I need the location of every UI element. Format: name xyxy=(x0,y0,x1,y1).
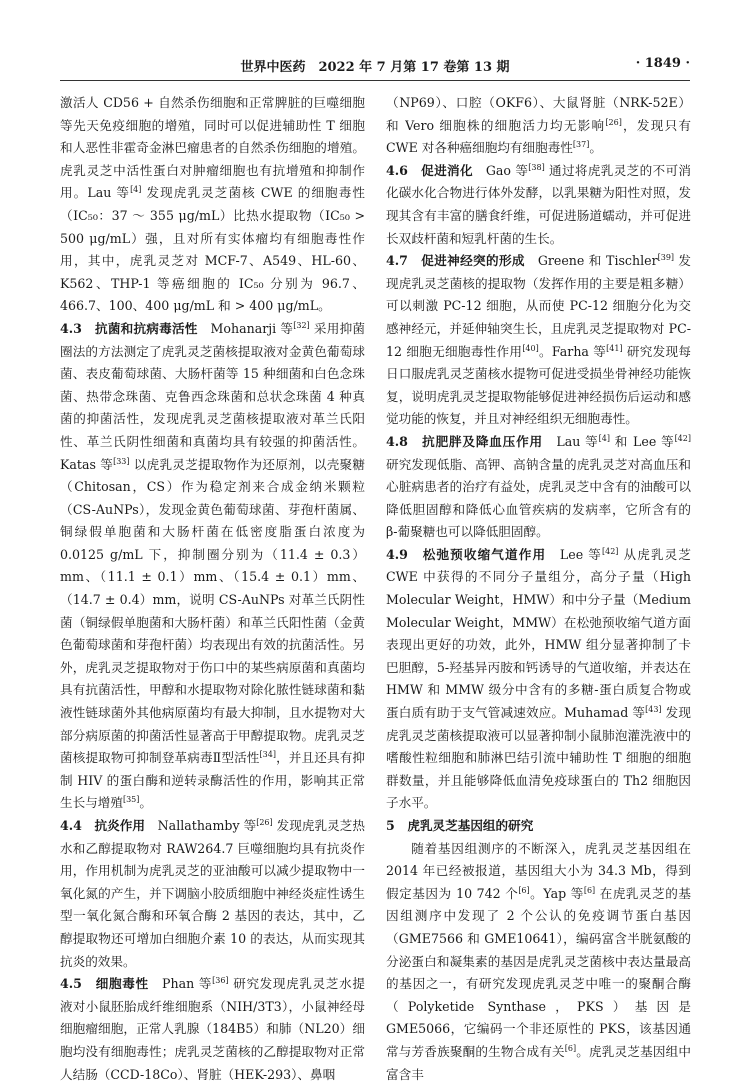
section-heading: 4.6 促进消化 xyxy=(386,162,473,178)
section-4-3: 4.3 抗菌和抗病毒活性 Mohanarji 等[32] 采用抑菌圈法的方法测定了虎乳灵芝菌核提取液对金黄色葡萄球菌、表皮葡萄球菌、大肠杆菌等 15 种细菌和白色念珠菌、热带念珠菌、克鲁西念珠菌和总状念珠菌 4 种真菌的抑菌活性，发现虎乳灵芝菌核提取液对革兰氏阳性、革兰氏阴性细菌和真菌均具有较强的抑菌活性。Katas 等[33] 以虎乳灵芝提取物作为还原剂，以壳聚糖（Chitosan，CS）作为稳定剂来合成金纳米颗粒（CS-AuNPs），发现金黄色葡萄球菌、芽孢杆菌属、铜绿假单胞菌和大肠杆菌在低密度脂蛋白浓度为 0.0125 g/mL 下，抑制圈分别为（11.4 ± 0.3）mm、（11.1 ± 0.1）mm、（15.4 ± 0.1）mm、（14.7 ± 0.4）mm，说明 CS-AuNPs 对革兰氏阴性菌（铜绿假单胞菌和大肠杆菌）和革兰氏阳性菌（金黄色葡萄球菌和芽孢杆菌）均表现出有效的抗菌活性。另外，虎乳灵芝提取物对于伤口中的某些病原菌和真菌均具有抗菌活性，甲醇和水提取物对除化脓性链球菌和黏液性链球菌外其他病原菌均有最大抑制，且水提物对大部分病原菌的抑菌活性显著高于甲醇提取物。虎乳灵芝菌核提取物可抑制登革病毒Ⅱ型活性[34]，并且还具有抑制 HIV 的蛋白酶和逆转录酶活性的作用，影响其正常生长与增殖[35]。 xyxy=(60,320,366,811)
section-heading: 4.8 抗肥胖及降血压作用 xyxy=(386,433,543,449)
paragraph: （NP69）、口腔（OKF6）、大鼠肾脏（NRK-52E）和 Vero 细胞株的细胞活力均无影响[26]，发现只有 CWE 对各种癌细胞均有细胞毒性[37]。 xyxy=(386,95,692,156)
section-4-8: 4.8 抗肥胖及降血压作用 Lau 等[4] 和 Lee 等[42] 研究发现低脂、高钾、高钠含量的虎乳灵芝对高血压和心脏病患者的治疗有益处，虎乳灵芝中含有的油酸可以降低胆固醇和降低心血管疾病的发病率，它所含有的 β-葡聚糖也可以降低胆固醇。 xyxy=(386,433,691,540)
page-number: · 1849 · xyxy=(635,56,690,71)
section-heading: 4.3 抗菌和抗病毒活性 xyxy=(60,320,198,336)
section-4-6: 4.6 促进消化 Gao 等[38] 通过将虎乳灵芝的不可消化碳水化合物进行体外发酵，以乳果糖为阳性对照，发现其含有丰富的膳食纤维，可促进肠道蠕动，并可促进长双歧杆菌和短乳杆菌的生长。 xyxy=(386,162,691,246)
section-4-9: 4.9 松弛预收缩气道作用 Lee 等[42] 从虎乳灵芝 CWE 中获得的不同分子量组分，高分子量（High Molecular Weight，HMW）和中分子量（Medium Molecular Weight，MMW）在松弛预收缩气道方面表现出更好的功效，此外，HMW 组分显著抑制了卡巴胆醇，5-羟基异丙胺和钙诱导的气道收缩，并表达在 HMW 和 MMW 级分中含有的多糖-蛋白质复合物或蛋白质有助于支气管减速效应。Muhamad 等[43] 发现虎乳灵芝菌核提取液可以显著抑制小鼠肺泡灌洗液中的嗜酸性粒细胞和肺淋巴结引流中辅助性 T 细胞的细胞群数量，并且能够降低血清免疫球蛋白的 Th2 细胞因子水平。 xyxy=(386,546,691,811)
section-5-body: 随着基因组测序的不断深入，虎乳灵芝基因组在 2014 年已经被报道，基因组大小为 34.3 Mb，得到假定基因为 10 742 个[6]。Yap 等[6] 在虎乳灵芝的基因组测序中发现了 2 个公认的免疫调节蛋白基因（GME7566 和 GME10641），编码富含半胱氨酸的分泌蛋白和凝集素的基因是虎乳灵芝菌核中表达量最高的基因之一，有研究发现虎乳灵芝中唯一的聚酮合酶（Polyketide Synthase，PKS）基因是 GME5066，它编码一个非还原性的 PKS，该基因通常与芳香族聚酮的生物合成有关[6]。虎乳灵芝基因组中富含丰 xyxy=(386,840,692,1082)
header-rule xyxy=(60,80,690,81)
section-heading: 4.5 细胞毒性 xyxy=(60,976,149,992)
section-heading: 4.4 抗炎作用 xyxy=(60,818,146,833)
page-header xyxy=(60,56,690,78)
section-5-heading: 5 虎乳灵芝基因组的研究 xyxy=(386,818,534,833)
right-column xyxy=(386,92,691,1086)
section-4-5: 4.5 细胞毒性 Phan 等[36] 研究发现虎乳灵芝水提液对小鼠胚胎成纤维细胞系（NIH/3T3），小鼠神经母细胞瘤细胞，正常人乳腺（184B5）和肺（NL20）细胞均没有细胞毒性；虎乳灵芝菌核的乙醇提取物对正常人结肠（CCD-18Co）、肾脏（HEK-293）、鼻咽 xyxy=(60,975,365,1082)
section-4-7: 4.7 促进神经突的形成 Greene 和 Tischler[39] 发现虎乳灵芝菌核的提取物（发挥作用的主要是粗多糖）可以刺激 PC-12 细胞，从而使 PC-12 细胞分化为交感神经元，并延伸轴突生长，且虎乳灵芝提取物对 PC-12 细胞无细胞毒性作用[40]。Farha 等[41] 研究发现每日口服虎乳灵芝菌核水提物可促进受损坐骨神经功能恢复，说明虎乳灵芝提取物能够促进神经损伤后运动和感觉功能的恢复，并且对神经组织无细胞毒性。 xyxy=(386,252,691,427)
section-heading: 4.7 促进神经突的形成 xyxy=(386,253,525,269)
journal-title: 世界中医药 2022 年 7 月第 17 卷第 13 期 xyxy=(240,60,510,75)
section-heading: 4.9 松弛预收缩气道作用 xyxy=(386,546,547,562)
paragraph: 激活人 CD56 + 自然杀伤细胞和正常脾脏的巨噬细胞等先天免疫细胞的增殖，同时可以促进辅助性 T 细胞和人恶性非霍奇金淋巴瘤患者的自然杀伤细胞的增殖。虎乳灵芝中活性蛋白对肿瘤细胞也有抗增殖和抑制作用。Lau 等[4] 发现虎乳灵芝菌核 CWE 的细胞毒性（IC₅₀：37 ～ 355 μg/mL）比热水提取物（IC₅₀ > 500 μg/mL）强，且对所有实体瘤均有细胞毒性作用，其中，虎乳灵芝对 MCF-7、A549、HL-60、K562、THP-1 等癌细胞的 IC₅₀ 分别为 96.7、466.7、100、400 μg/mL 和 > 400 μg/mL。 xyxy=(60,95,365,314)
section-4-4: 4.4 抗炎作用 Nallathamby 等[26] 发现虎乳灵芝热水和乙醇提取物对 RAW264.7 巨噬细胞均具有抗炎作用，作用机制为虎乳灵芝的亚油酸可以减少提取物中一氧化氮的产生，并下调脑小胶质细胞中神经炎症性诱生型一氧化氮合酶和环氧合酶 2 基因的表达，其中，乙醇提取物还可增加白细胞介素 10 的表达，从而实现其抗炎的效果。 xyxy=(60,817,365,969)
left-column xyxy=(60,92,365,1086)
